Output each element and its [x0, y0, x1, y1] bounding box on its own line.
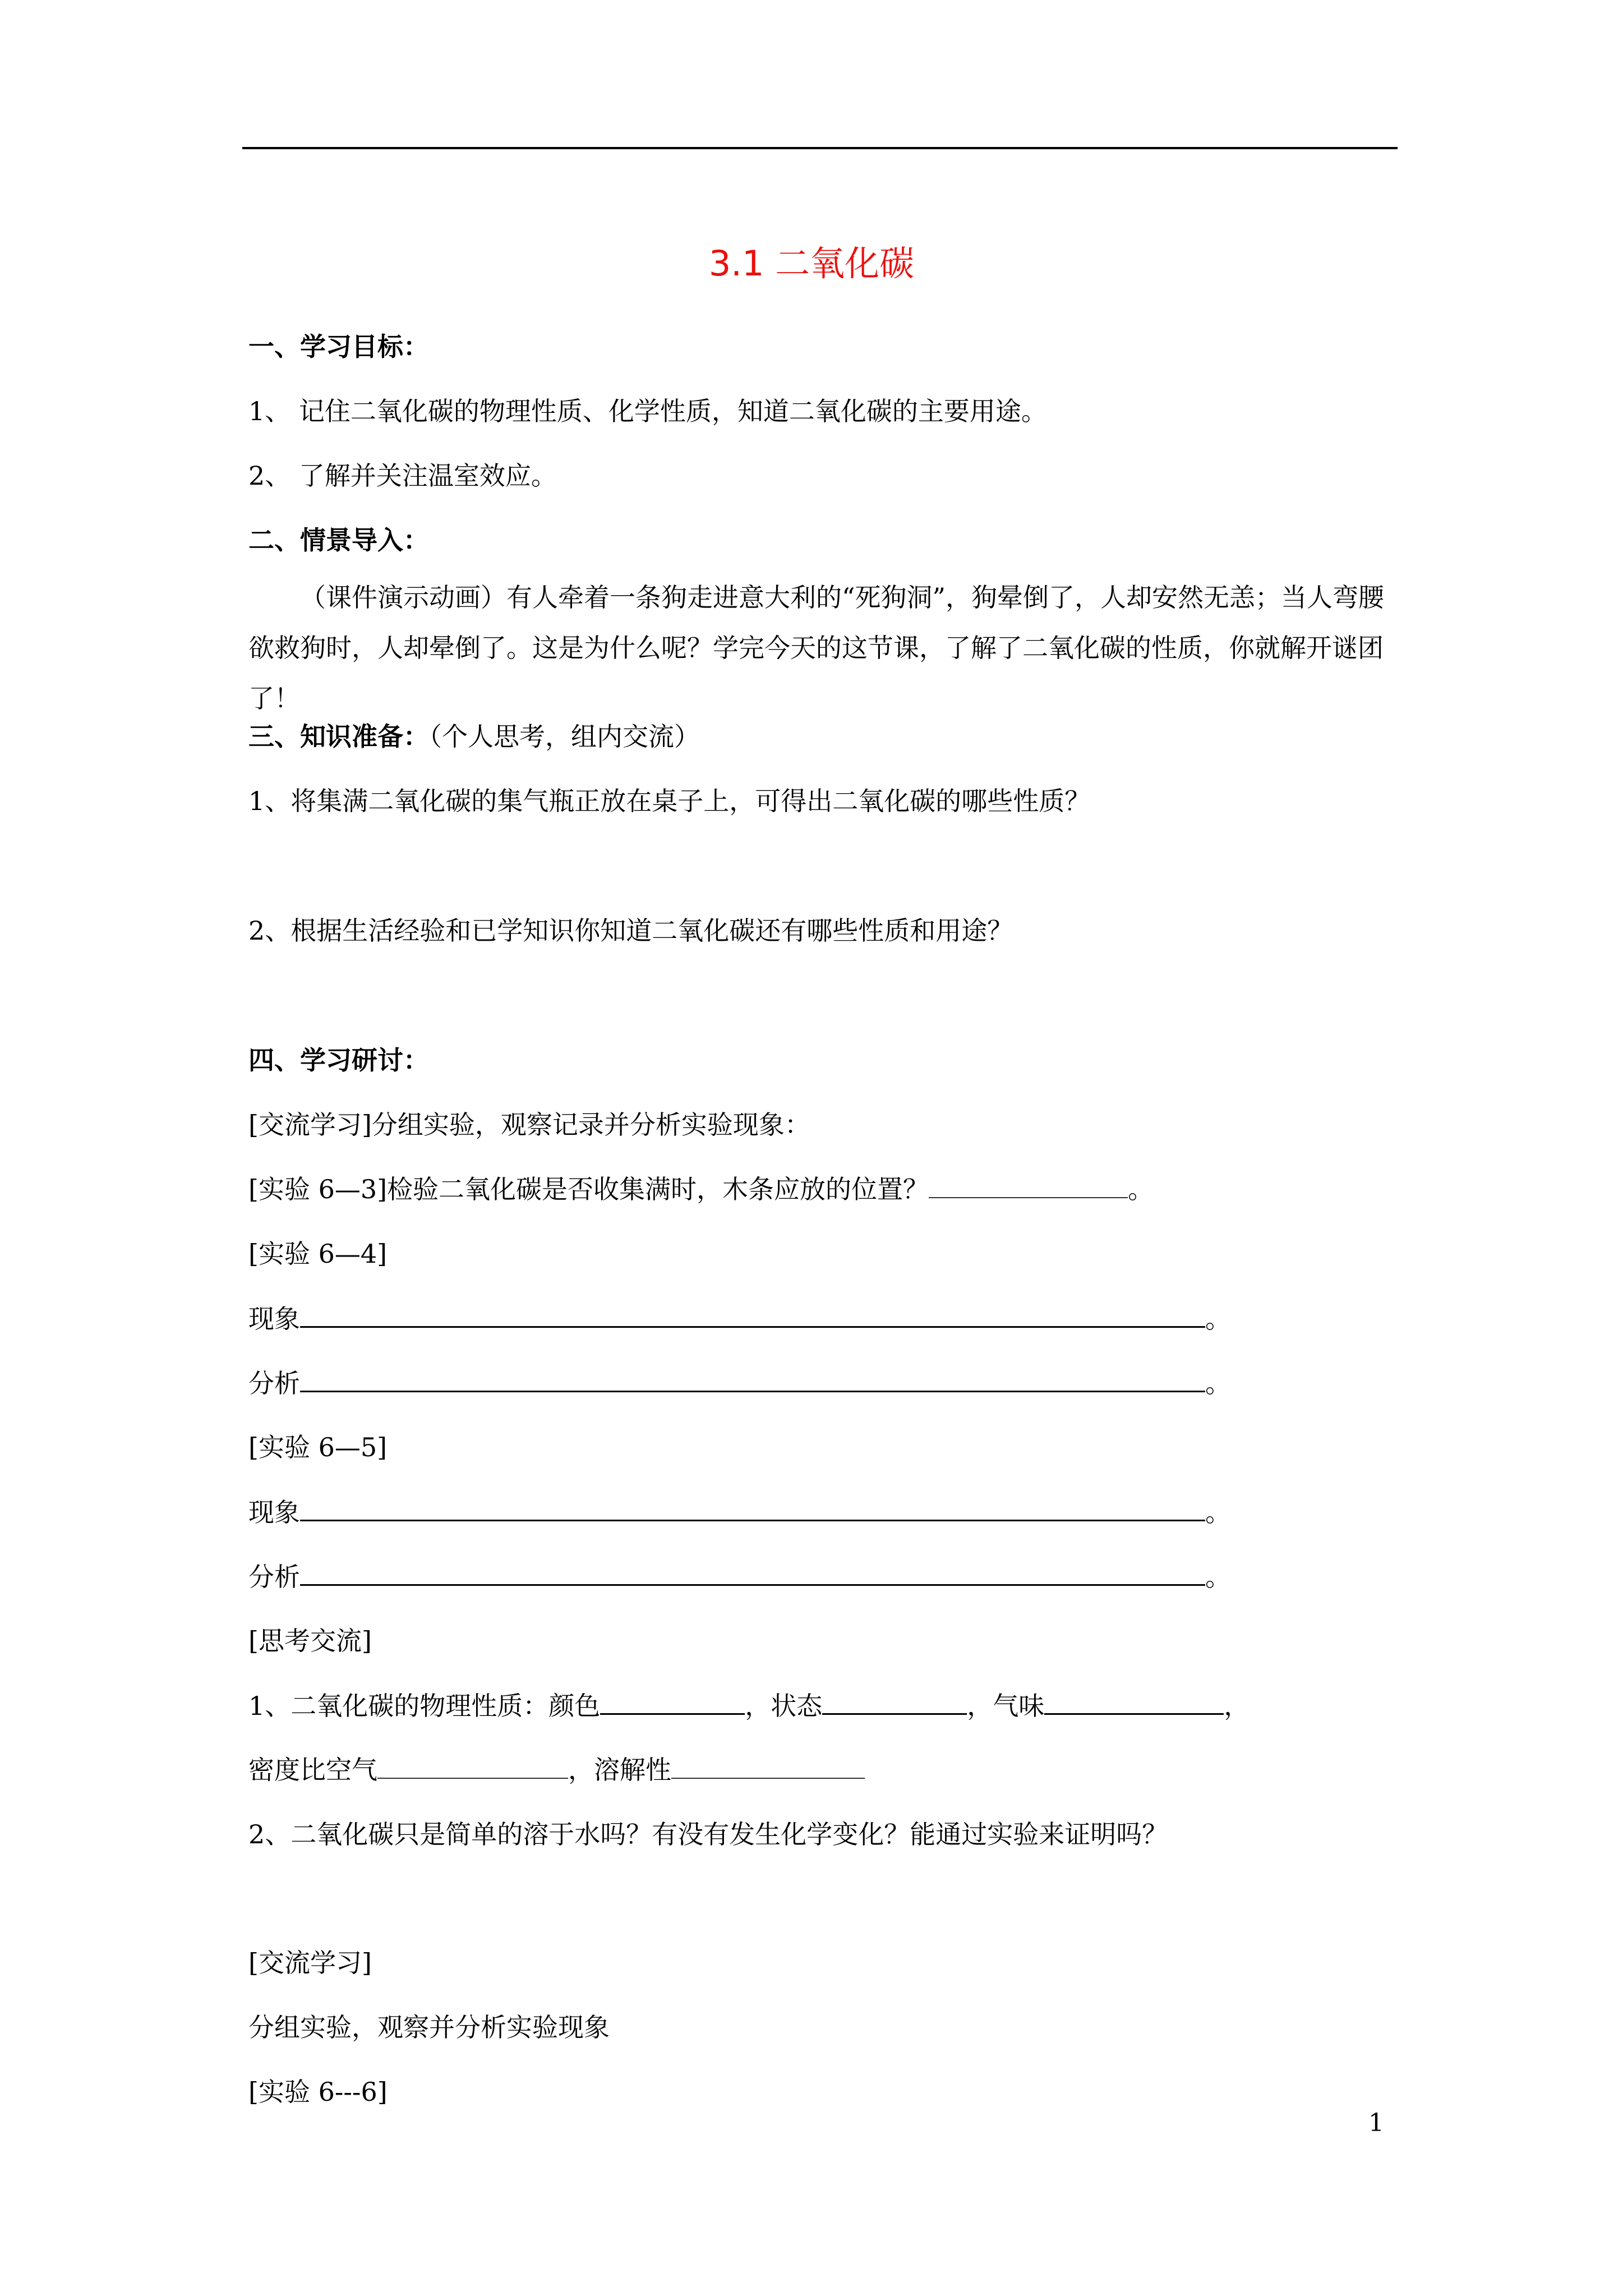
period: 。: [1205, 1304, 1231, 1334]
prep-question-2: 2、根据生活经验和已学知识你知道二氧化碳还有哪些性质和用途？: [248, 915, 1013, 946]
exp64-analysis-blank[interactable]: [300, 1366, 1205, 1392]
density-solubility-line: [248, 1753, 865, 1787]
goal-item-2: 2、 了解并关注温室效应。: [248, 461, 557, 491]
period: 。: [1205, 1368, 1231, 1398]
color-label: 1、二氧化碳的物理性质：颜色: [248, 1691, 601, 1721]
prep-question-1: 1、将集满二氧化碳的集气瓶正放在桌子上，可得出二氧化碳的哪些性质？: [248, 786, 1091, 816]
color-blank[interactable]: [600, 1688, 745, 1715]
exp64-label: [实验 6—4]: [248, 1239, 388, 1269]
section3-note: （个人思考，组内交流）: [429, 721, 700, 752]
period: 。: [1205, 1497, 1231, 1527]
period: 。: [1128, 1174, 1154, 1204]
exp64-phenomenon-blank[interactable]: [300, 1301, 1205, 1328]
think-label: [思考交流]: [248, 1626, 372, 1656]
odor-blank[interactable]: [1044, 1688, 1224, 1715]
exp65-label: [实验 6—5]: [248, 1432, 388, 1462]
solubility-label: ，溶解性: [568, 1755, 671, 1785]
section2-heading: 二、情景导入：: [248, 525, 429, 555]
intro-paragraph: （课件演示动画）有人牵着一条狗走进意大利的“死狗洞”，狗晕倒了，人却安然无恙；当人弯腰欲救狗时，人却晕倒了。这是为什么呢？学完今天的这节课，了解了二氧化碳的性质，你就解开谜团了！: [248, 582, 1385, 714]
page-title: 3.1 二氧化碳: [708, 243, 915, 284]
analysis-label: 分析: [248, 1368, 300, 1398]
goal-item-1: 1、 记住二氧化碳的物理性质、化学性质，知道二氧化碳的主要用途。: [248, 396, 1047, 426]
section3-line: [248, 720, 700, 753]
exchange-intro: [交流学习]分组实验，观察记录并分析实验现象：: [248, 1110, 810, 1140]
section3-heading: 三、知识准备：: [248, 721, 429, 752]
header-rule: [242, 147, 1398, 149]
exp64-analysis-line: [248, 1366, 1231, 1400]
phenomenon-label: 现象: [248, 1304, 300, 1334]
exp65-phenomenon-line: [248, 1495, 1231, 1529]
exp66-label: [实验 6---6]: [248, 2077, 388, 2107]
section4-heading: 四、学习研讨：: [248, 1045, 429, 1075]
physical-properties-line: [248, 1688, 1249, 1723]
state-blank[interactable]: [822, 1688, 967, 1715]
odor-label: ，气味: [967, 1691, 1045, 1721]
density-label: 密度比空气: [248, 1755, 377, 1785]
exp65-analysis-blank[interactable]: [300, 1559, 1205, 1586]
period: 。: [1205, 1562, 1231, 1592]
section1-heading: 一、学习目标：: [248, 332, 429, 362]
analysis-label: 分析: [248, 1562, 300, 1592]
exp63-question: [实验 6—3]检验二氧化碳是否收集满时，木条应放的位置？: [248, 1174, 929, 1204]
state-label: ，状态: [745, 1691, 823, 1721]
exp63-line: [248, 1172, 1154, 1206]
page-number: 1: [1368, 2109, 1384, 2137]
exp64-phenomenon-line: [248, 1301, 1231, 1336]
comma: ，: [1224, 1691, 1250, 1721]
question-2: 2、二氧化碳只是简单的溶于水吗？有没有发生化学变化？能通过实验来证明吗？: [248, 1819, 1168, 1849]
density-blank[interactable]: [377, 1753, 568, 1779]
exchange-label: [交流学习]: [248, 1948, 372, 1978]
exp63-answer-blank[interactable]: [929, 1172, 1128, 1198]
exp65-analysis-line: [248, 1559, 1231, 1594]
solubility-blank[interactable]: [671, 1753, 865, 1779]
group-experiment-text: 分组实验，观察并分析实验现象: [248, 2012, 610, 2042]
exp65-phenomenon-blank[interactable]: [300, 1495, 1205, 1521]
phenomenon-label: 现象: [248, 1497, 300, 1527]
